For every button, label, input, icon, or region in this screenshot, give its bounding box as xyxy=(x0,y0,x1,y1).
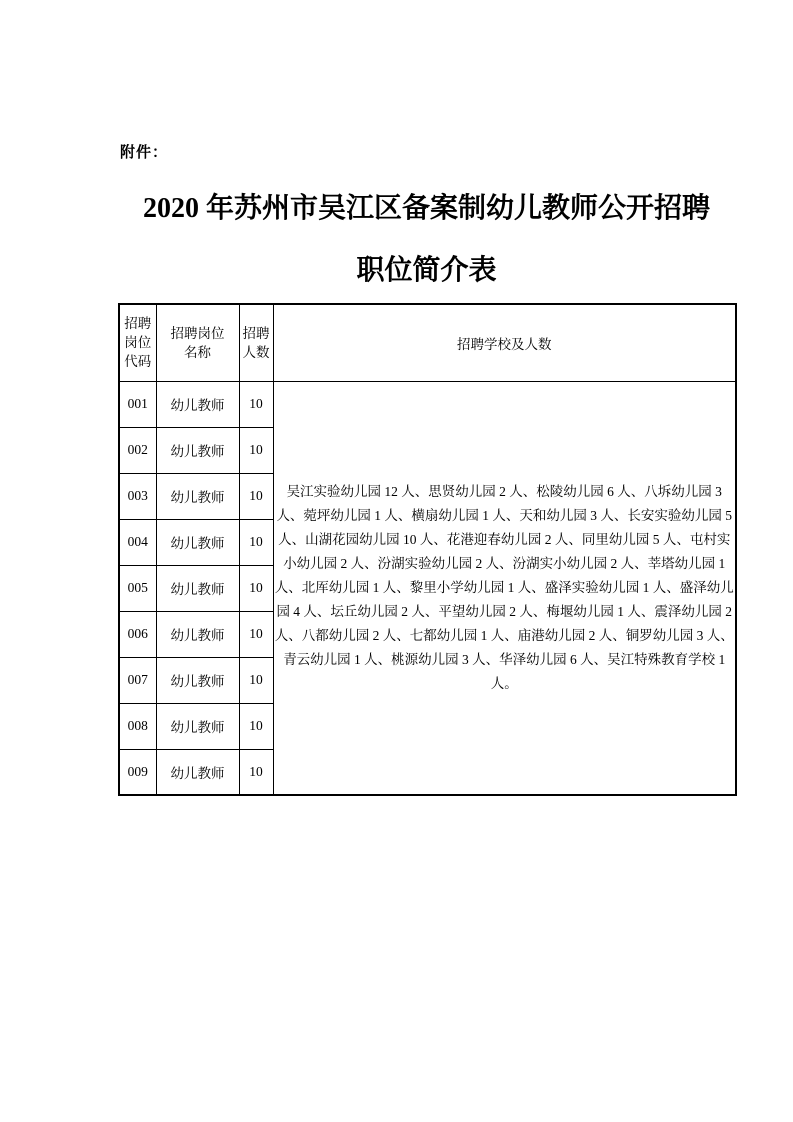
cell-name: 幼儿教师 xyxy=(156,473,239,519)
job-positions-table xyxy=(118,303,737,796)
cell-code: 008 xyxy=(119,703,156,749)
header-count-line: 人数 xyxy=(242,344,270,360)
header-name xyxy=(156,304,239,381)
cell-count: 10 xyxy=(239,611,273,657)
cell-code: 005 xyxy=(119,565,156,611)
header-code-line: 岗位 xyxy=(124,335,152,351)
cell-code: 004 xyxy=(119,519,156,565)
page-title-line1: 2020 年苏州市吴江区备案制幼儿教师公开招聘 xyxy=(142,193,710,224)
cell-count: 10 xyxy=(239,565,273,611)
cell-count: 10 xyxy=(239,473,273,519)
header-schools: 招聘学校及人数 xyxy=(273,304,736,381)
header-count xyxy=(239,304,273,381)
table-header-row xyxy=(119,304,736,381)
header-code-line: 招聘 xyxy=(124,316,152,332)
attachment-label: 附件： xyxy=(120,144,169,161)
cell-name: 幼儿教师 xyxy=(156,381,239,427)
cell-schools-merged: 吴江实验幼儿园 12 人、思贤幼儿园 2 人、松陵幼儿园 6 人、八坼幼儿园 3 人、菀坪幼儿园 1 人、横扇幼儿园 1 人、天和幼儿园 3 人、长安实验幼儿园 5 人、山湖花园幼儿园 10 人、花港迎春幼儿园 2 人、同里幼儿园 5 人、屯村实小幼儿园 2 人、汾湖实验幼儿园 2 人、汾湖实小幼儿园 2 人、莘塔幼儿园 1 人、北厍幼儿园 1 人、黎里小学幼儿园 1 人、盛泽实验幼儿园 1 人、盛泽幼儿园 4 人、坛丘幼儿园 2 人、平望幼儿园 2 人、梅堰幼儿园 1 人、震泽幼儿园 2 人、八都幼儿园 2 人、七都幼儿园 1 人、庙港幼儿园 2 人、铜罗幼儿园 3 人、青云幼儿园 1 人、桃源幼儿园 3 人、华泽幼儿园 6 人、吴江特殊教育学校 1 人。 xyxy=(273,381,736,795)
cell-code: 003 xyxy=(119,473,156,519)
cell-name: 幼儿教师 xyxy=(156,749,239,795)
cell-code: 002 xyxy=(119,427,156,473)
page-title-line2: 职位简介表 xyxy=(356,255,497,286)
table-row xyxy=(119,381,736,427)
cell-count: 10 xyxy=(239,427,273,473)
cell-name: 幼儿教师 xyxy=(156,565,239,611)
header-code xyxy=(119,304,156,381)
cell-code: 007 xyxy=(119,657,156,703)
cell-name: 幼儿教师 xyxy=(156,519,239,565)
header-code-line: 代码 xyxy=(124,354,152,370)
header-count-line: 招聘 xyxy=(242,325,270,341)
header-name-line: 招聘岗位 xyxy=(170,325,225,341)
header-name-line: 名称 xyxy=(184,344,211,360)
cell-name: 幼儿教师 xyxy=(156,427,239,473)
cell-name: 幼儿教师 xyxy=(156,657,239,703)
cell-count: 10 xyxy=(239,381,273,427)
cell-code: 006 xyxy=(119,611,156,657)
cell-count: 10 xyxy=(239,657,273,703)
cell-count: 10 xyxy=(239,519,273,565)
cell-count: 10 xyxy=(239,703,273,749)
cell-code: 001 xyxy=(119,381,156,427)
cell-code: 009 xyxy=(119,749,156,795)
cell-name: 幼儿教师 xyxy=(156,611,239,657)
cell-name: 幼儿教师 xyxy=(156,703,239,749)
cell-count: 10 xyxy=(239,749,273,795)
